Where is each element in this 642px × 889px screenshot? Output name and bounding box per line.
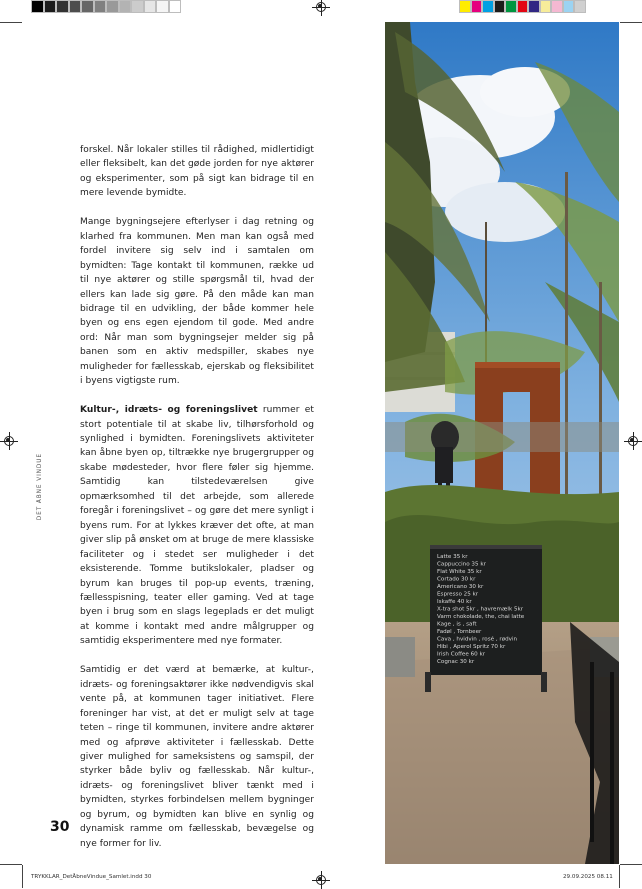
crop-mark bbox=[619, 865, 620, 888]
menu-line: Varm chokolade, the, chai latte bbox=[437, 614, 525, 620]
menu-line: Cortado 30 kr bbox=[437, 576, 476, 583]
side-running-title: DET ÅBNE VINDUE bbox=[37, 453, 43, 521]
menu-line: Iskaffe 40 kr bbox=[437, 599, 472, 605]
calibration-swatch bbox=[459, 0, 471, 13]
grey-calibration-bar bbox=[31, 0, 181, 13]
slug-timestamp: 29.09.2025 08.11 bbox=[563, 874, 613, 880]
calibration-swatch bbox=[505, 0, 517, 13]
menu-line: Cappuccino 35 kr bbox=[437, 561, 486, 568]
menu-line: Kage , is , saft bbox=[437, 621, 477, 628]
paragraph-4: Samtidig er det værd at bemærke, at kultur-, idræts- og foreningsaktører ikke nødvendigvis skal vente på, at kommunen tager initiativet. Flere foreninger har vist, at det er muligt selv at tage teten – ringe til kommunen, invitere andre aktører med og afprøve aktiviteter i fællesskab. Dette giver mulighed for sameksistens og samspil, der styrker både byliv og fællesskab. Når kultur-, idræts- og foreningslivet bliver tænkt med i bymidten, styrkes forbindelsen mellem bygninger og byrum, og bymidten kan blive en synlig og dynamisk ramme om fællesskab, bevægelse og nye former for liv. bbox=[80, 665, 314, 849]
crop-mark bbox=[22, 865, 23, 888]
menu-line: Espresso 25 kr bbox=[437, 591, 479, 598]
crop-mark bbox=[620, 864, 642, 865]
menu-line: Cognac 30 kr bbox=[437, 659, 475, 665]
menu-line: X-tra shot 5kr , havremælk 5kr bbox=[437, 606, 524, 613]
crop-mark bbox=[0, 864, 22, 865]
paragraph-lead-heading: Kultur-, idræts- og foreningslivet bbox=[80, 405, 258, 416]
calibration-swatch bbox=[528, 0, 540, 13]
registration-mark-right bbox=[627, 435, 639, 447]
calibration-swatch bbox=[517, 0, 529, 13]
calibration-swatch bbox=[144, 0, 157, 13]
menu-line: Irish Coffee 60 kr bbox=[437, 651, 486, 658]
page-number: 30 bbox=[50, 819, 70, 835]
calibration-swatch bbox=[94, 0, 107, 13]
body-text-column bbox=[80, 143, 314, 866]
calibration-swatch bbox=[131, 0, 144, 13]
calibration-swatch bbox=[540, 0, 552, 13]
menu-line: Hibi , Aperol Spritz 70 kr bbox=[437, 644, 506, 650]
calibration-swatch bbox=[169, 0, 182, 13]
calibration-swatch bbox=[106, 0, 119, 13]
menu-line: Fadøl , Tornbeer bbox=[437, 629, 482, 635]
calibration-swatch bbox=[119, 0, 132, 13]
crop-mark bbox=[0, 22, 22, 23]
slug-filename: TRYKKLAR_DetÅbneVindue_Samlet.indd 30 bbox=[31, 874, 152, 880]
calibration-swatch bbox=[482, 0, 494, 13]
calibration-swatch bbox=[471, 0, 483, 13]
calibration-swatch bbox=[156, 0, 169, 13]
crop-mark bbox=[620, 22, 642, 23]
menu-line: Latte 35 kr bbox=[437, 554, 468, 560]
registration-mark-top bbox=[315, 1, 327, 13]
calibration-swatch bbox=[81, 0, 94, 13]
calibration-swatch bbox=[69, 0, 82, 13]
photo-urban-cafe bbox=[385, 22, 619, 864]
calibration-swatch bbox=[563, 0, 575, 13]
paragraph-3-text: rummer et stort potentiale til at skabe liv, tilhørsforhold og synlighed i bymidten. Foreningslivets aktiviteter kan åbne byen op, tiltrække nye brugergrupper og skabe mødesteder, hvor flere føler sig hjemme. Samtidig kan tilstedeværelsen give opmærksomhed til det arbejde, som allerede foregår i foreningslivet – og gøre det mere synligt i byens rum. For at lykkes kræver det ofte, at man giver slip på ønsket om at bruge de mere klassiske faciliteter og i stedet ser muligheder i det eksisterende. Tomme butikslokaler, pladser og byrum kan bruges til pop-up events, træning, fællesspisning, teater eller gaming. Ved at tage byen i brug som en slags legeplads er det muligt at komme i kontakt med andre målgrupper og samtidig eksperimentere med nye formater. bbox=[80, 405, 314, 647]
registration-mark-left bbox=[3, 435, 15, 447]
calibration-swatch bbox=[551, 0, 563, 13]
paragraph-3 bbox=[80, 403, 314, 649]
color-calibration-bar bbox=[459, 0, 586, 13]
menu-line: Flat White 35 kr bbox=[437, 569, 482, 575]
menu-line: Cava , hvidvin , rosé , rødvin bbox=[437, 636, 518, 643]
paragraph-2: Mange bygningsejere efterlyser i dag retning og klarhed fra kommunen. Men man kan også med fordel invitere sig selv ind i samtalen om bymidten: Tage kontakt til kommunen, række ud til nye aktører og stille spørgsmål til, hvad der ellers kan lade sig gøre. På den måde kan man bidrage til en udvikling, der både kommer hele byen og ens egen ejendom til gode. Med andre ord: Når man som bygningsejer melder sig på banen som en aktiv medspiller, skabes nye muligheder for fællesskab, ejerskab og fleksibilitet i byens vigtigste rum. bbox=[80, 217, 314, 387]
calibration-swatch bbox=[56, 0, 69, 13]
calibration-swatch bbox=[494, 0, 506, 13]
calibration-swatch bbox=[44, 0, 57, 13]
calibration-swatch bbox=[31, 0, 44, 13]
registration-mark-bottom bbox=[315, 874, 327, 886]
calibration-swatch bbox=[574, 0, 586, 13]
menu-line: Americano 30 kr bbox=[437, 584, 484, 590]
paragraph-1: forskel. Når lokaler stilles til rådighed, midlertidigt eller fleksibelt, kan det gøde jorden for nye aktører og eksperimenter, som på sigt kan bidrage til en mere levende bymidte. bbox=[80, 145, 314, 199]
